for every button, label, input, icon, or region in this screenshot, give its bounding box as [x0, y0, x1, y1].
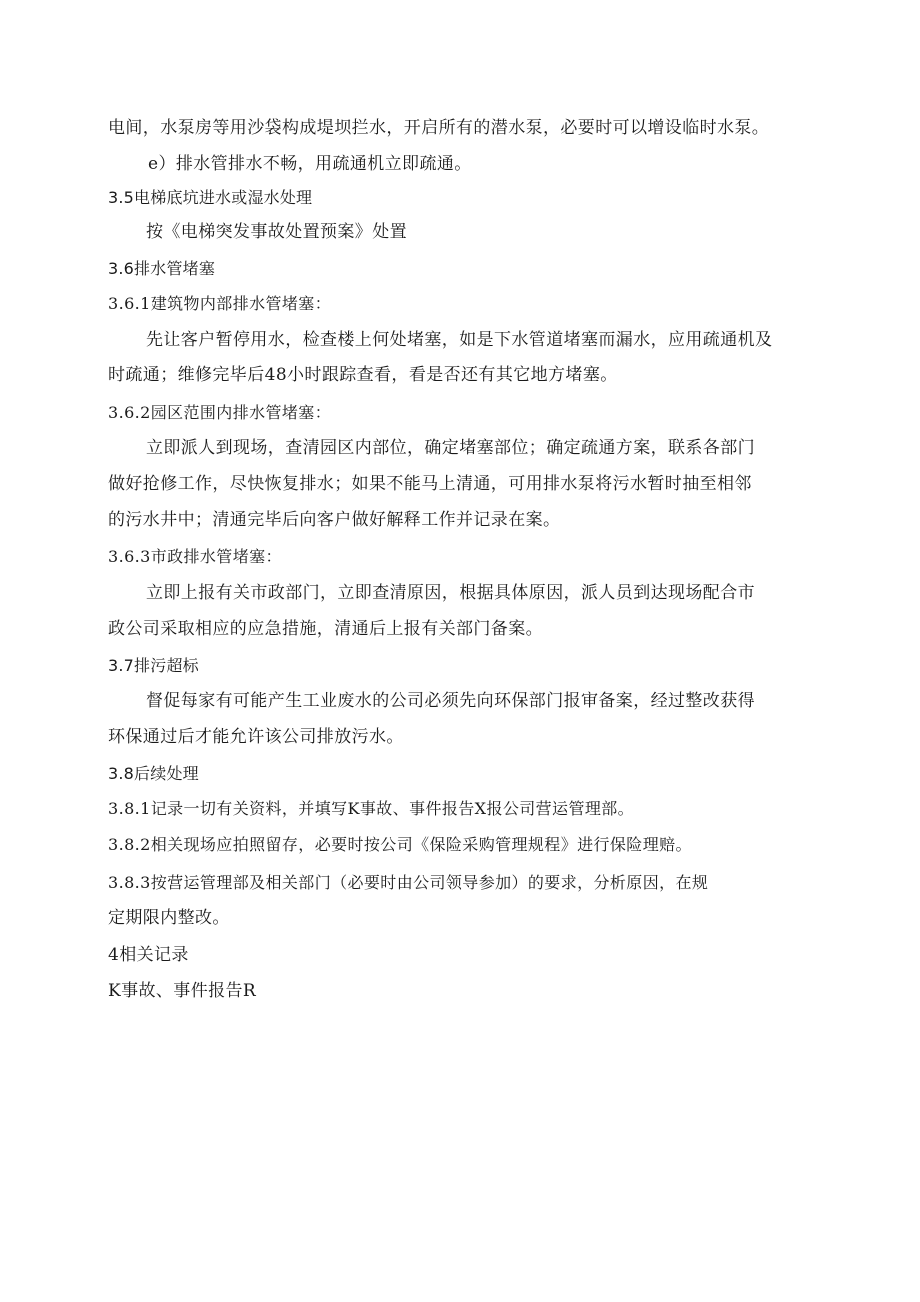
paragraph-line: 按《电梯突发事故处置预案》处置	[146, 222, 407, 242]
paragraph-line: 先让客户暂停用水，检查楼上何处堵塞，如是下水管道堵塞而漏水，应用疏通机及	[146, 330, 773, 350]
section-heading-4: 4相关记录	[108, 945, 189, 965]
section-heading-3-6: 3.6排水管堵塞	[108, 259, 216, 278]
paragraph-line: 督促每家有可能产生工业废水的公司必须先向环保部门报审备案，经过整改获得	[146, 691, 755, 711]
section-heading-3-8: 3.8后续处理	[108, 764, 199, 783]
paragraph-line: 政公司采取相应的应急措施，清通后上报有关部门备案。	[108, 619, 543, 639]
record-item: K事故、事件报告R	[108, 981, 257, 1001]
list-item-e: e）排水管排水不畅，用疏通机立即疏通。	[148, 154, 472, 174]
subsection-3-8-3: 3.8.3按营运管理部及相关部门（必要时由公司领导参加）的要求，分析原因，在规	[108, 873, 709, 892]
paragraph-line: 做好抢修工作，尽快恢复排水；如果不能马上清通，可用排水泵将污水暂时抽至相邻	[108, 474, 752, 494]
subsection-3-8-1: 3.8.1记录一切有关资料，并填写K事故、事件报告X报公司营运管理部。	[108, 799, 635, 818]
paragraph-line: 定期限内整改。	[108, 908, 230, 928]
paragraph-line: 电间，水泵房等用沙袋构成堤坝拦水，开启所有的潜水泵，必要时可以增设临时水泵。	[108, 118, 770, 138]
paragraph-line: 立即上报有关市政部门，立即查清原因，根据具体原因，派人员到达现场配合市	[146, 583, 755, 603]
subsection-heading-3-6-3: 3.6.3市政排水管堵塞：	[108, 547, 282, 566]
subsection-heading-3-6-2: 3.6.2园区范围内排水管堵塞：	[108, 403, 332, 422]
paragraph-line: 时疏通；维修完毕后48小时跟踪查看，看是否还有其它地方堵塞。	[108, 365, 618, 385]
paragraph-line: 的污水井中；清通完毕后向客户做好解释工作并记录在案。	[108, 510, 561, 530]
subsection-heading-3-6-1: 3.6.1建筑物内部排水管堵塞：	[108, 294, 332, 313]
paragraph-line: 立即派人到现场，查清园区内部位，确定堵塞部位；确定疏通方案，联系各部门	[146, 438, 755, 458]
section-heading-3-7: 3.7排污超标	[108, 656, 199, 675]
section-heading-3-5: 3.5电梯底坑进水或湿水处理	[108, 188, 313, 207]
paragraph-line: 环保通过后才能允许该公司排放污水。	[108, 727, 404, 747]
subsection-3-8-2: 3.8.2相关现场应拍照留存，必要时按公司《保险采购管理规程》进行保险理赔。	[108, 835, 692, 854]
